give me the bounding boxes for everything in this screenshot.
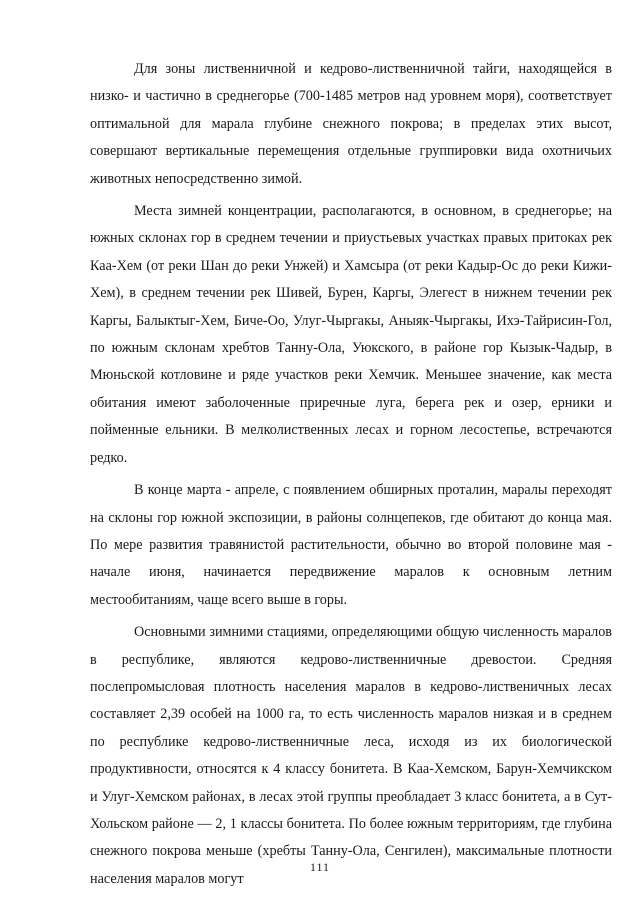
- page-number: 111: [309, 860, 331, 874]
- paragraph: Основными зимними стациями, определяющими общую численность маралов в республике, являются кедрово-лиственничные древостои. Средняя послепромысловая плотность населения маралов в кедрово-лиственичных лесах составляет 2,39 особей на 1000 га, то есть численность маралов низкая и в среднем по республике кедрово-лиственничные леса, исходя из их биологической продуктивности, относятся к 4 классу бонитета. В Каа-Хемском, Барун-Хемчикском и Улуг-Хемском районах, в лесах этой группы преобладает 3 класс бонитета, а в Сут-Хольском районе — 2, 1 классы бонитета. По более южным территориям, где глубина снежного покрова меньше (хребты Танну-Ола, Сенгилен), максимальные плотности населения маралов могут: [90, 624, 612, 887]
- paragraph: Для зоны лиственничной и кедрово-лиственничной тайги, находящейся в низко- и частично в среднегорье (700-1485 метров над уровнем моря), соответствует оптимальной для марала глубине снежного покрова; в пределах этих высот, совершают вертикальные перемещения отдельные группировки вида охотничьих животных непосредственно зимой.: [90, 61, 612, 187]
- paragraph: Места зимней концентрации, располагаются, в основном, в среднегорье; на южных склонах гор в среднем течении и приустьевых участках правых притоках рек Каа-Хем (от реки Шан до реки Унжей) и Хамсыра (от реки Кадыр-Ос до реки Кижи-Хем), в среднем течении рек Шивей, Бурен, Каргы, Элегест в нижнем течении рек Каргы, Балыктыг-Хем, Биче-Оо, Улуг-Чыргакы, Аныяк-Чыргакы, Ихэ-Тайрисин-Гол, по южным склонам хребтов Танну-Ола, Уюкского, в районе гор Кызык-Чадыр, в Мюньской котловине и ряде участков реки Хемчик. Меньшее значение, как места обитания имеют заболоченные приречные луга, берега рек и озер, ерники и пойменные ельники. В мелколиственных лесах и горном лесостепье, встречаются редко.: [90, 203, 612, 466]
- paragraph: В конце марта - апреле, с появлением обширных проталин, маралы переходят на склоны гор южной экспозиции, в районы солнцепеков, где обитают до конца мая. По мере развития травянистой растительности, обычно во второй половине мая - начале июня, начинается передвижение маралов к основным летним местообитаниям, чаще всего выше в горы.: [90, 482, 612, 608]
- body-text: [90, 56, 612, 893]
